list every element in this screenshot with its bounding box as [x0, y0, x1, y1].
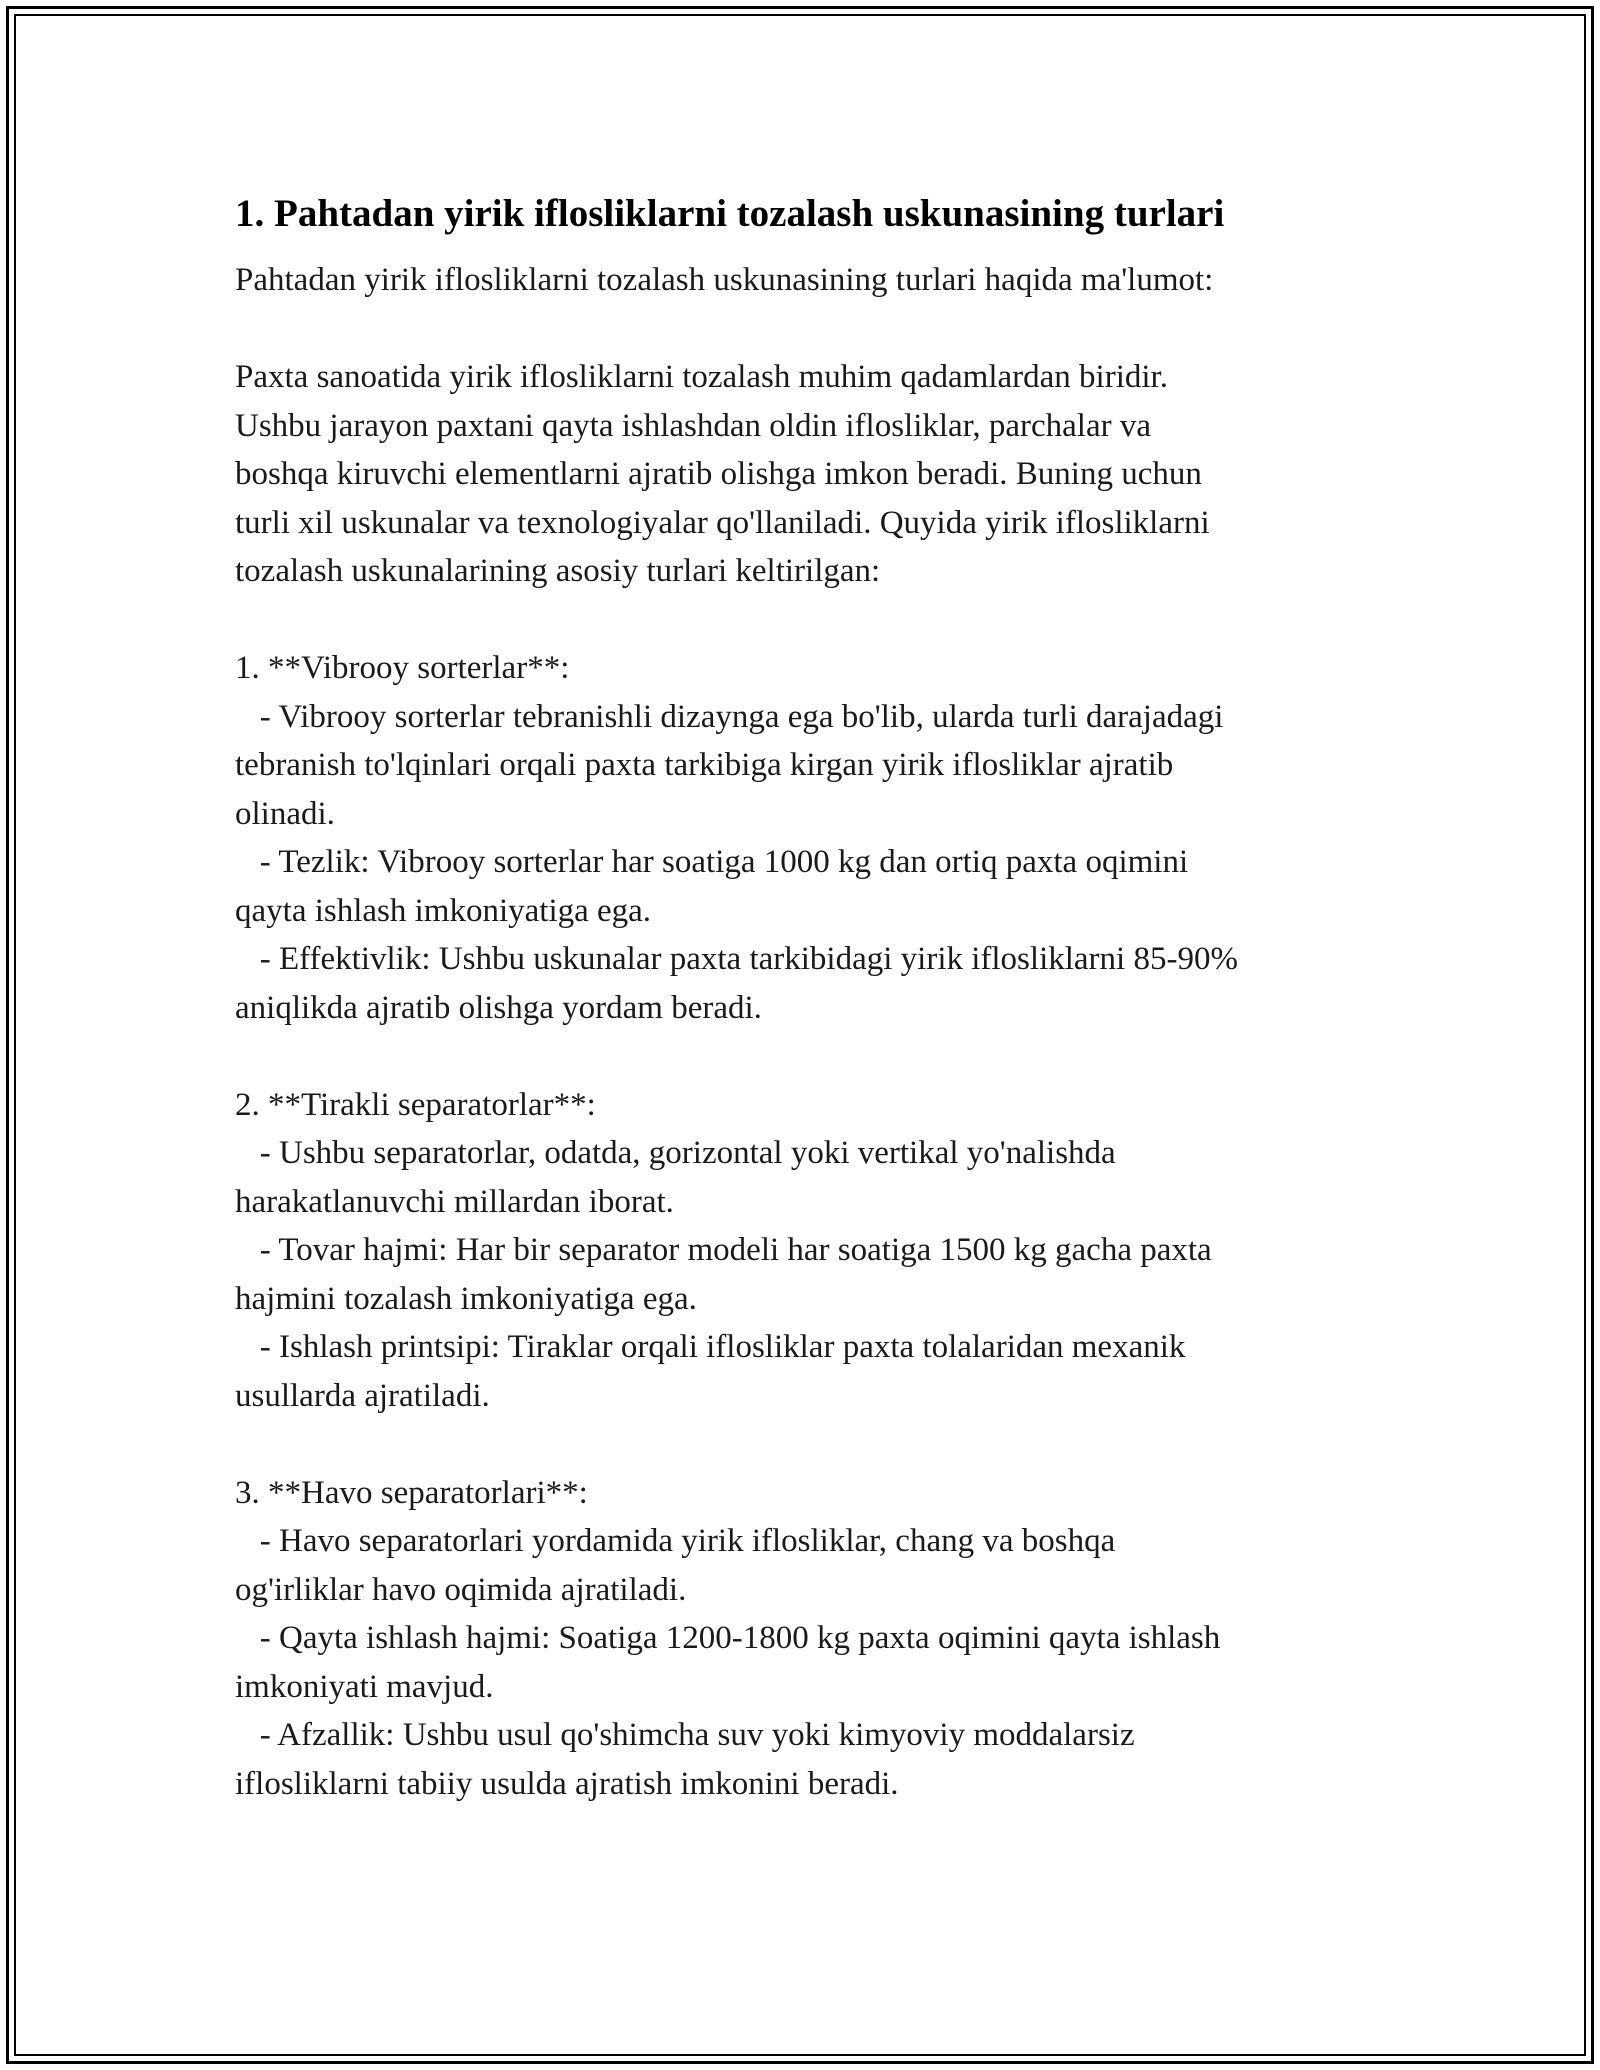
document-intro: Pahtadan yirik iflosliklarni tozalash uskunasining turlari haqida ma'lumot:	[235, 262, 1214, 298]
document-body: Paxta sanoatida yirik iflosliklarni tozalash muhim qadamlardan biridir. Ushbu jarayon paxtani qayta ishlashdan oldin iflosliklar, parchalar va boshqa kiruvchi elementlarni ajratib olishga imkon beradi. Buning uchun turli xil uskunalar va texnologiyalar qo'llaniladi. Quyida yirik iflosliklarni tozalash uskunalarining asosiy turlari keltirilgan: 1. **Vibrooy sorterlar**: - Vibrooy sorterlar tebranishli dizaynga ega bo'lib, ularda turli darajadagi tebranish to'lqinlari orqali paxta tarkibiga kirgan yirik iflosliklar ajratib olinadi. - Tezlik: Vibrooy sorterlar har soatiga 1000 kg dan ortiq paxta oqimini qayta ishlash imkoniyatiga ega. - Effektivlik: Ushbu uskunalar paxta tarkibidagi yirik iflosliklarni 85-90% aniqlikda ajratib olishga yordam beradi. 2. **Tirakli separatorlar**: - Ushbu separatorlar, odatda, gorizontal yoki vertikal yo'nalishda harakatlanuvchi millardan iborat. - Tovar hajmi: Har bir separator modeli har soatiga 1500 kg gacha paxta hajmini tozalash imkoniyatiga ega. - Ishlash printsipi: Tiraklar orqali iflosliklar paxta tolalaridan mexanik usullarda ajratiladi. 3. **Havo separatorlari**: - Havo separatorlari yordamida yirik iflosliklar, chang va boshqa og'irliklar havo oqimida ajratiladi. - Qayta ishlash hajmi: Soatiga 1200-1800 kg paxta oqimini qayta ishlash imkoniyati mavjud. - Afzallik: Ushbu usul qo'shimcha suv yoki kimyoviy moddalarsiz iflosliklarni tabiiy usulda ajratish imkonini beradi.	[235, 359, 1238, 1802]
document-title: 1. Pahtadan yirik iflosliklarni tozalash uskunasining turlari	[235, 192, 1225, 235]
document-content	[235, 188, 1365, 1808]
